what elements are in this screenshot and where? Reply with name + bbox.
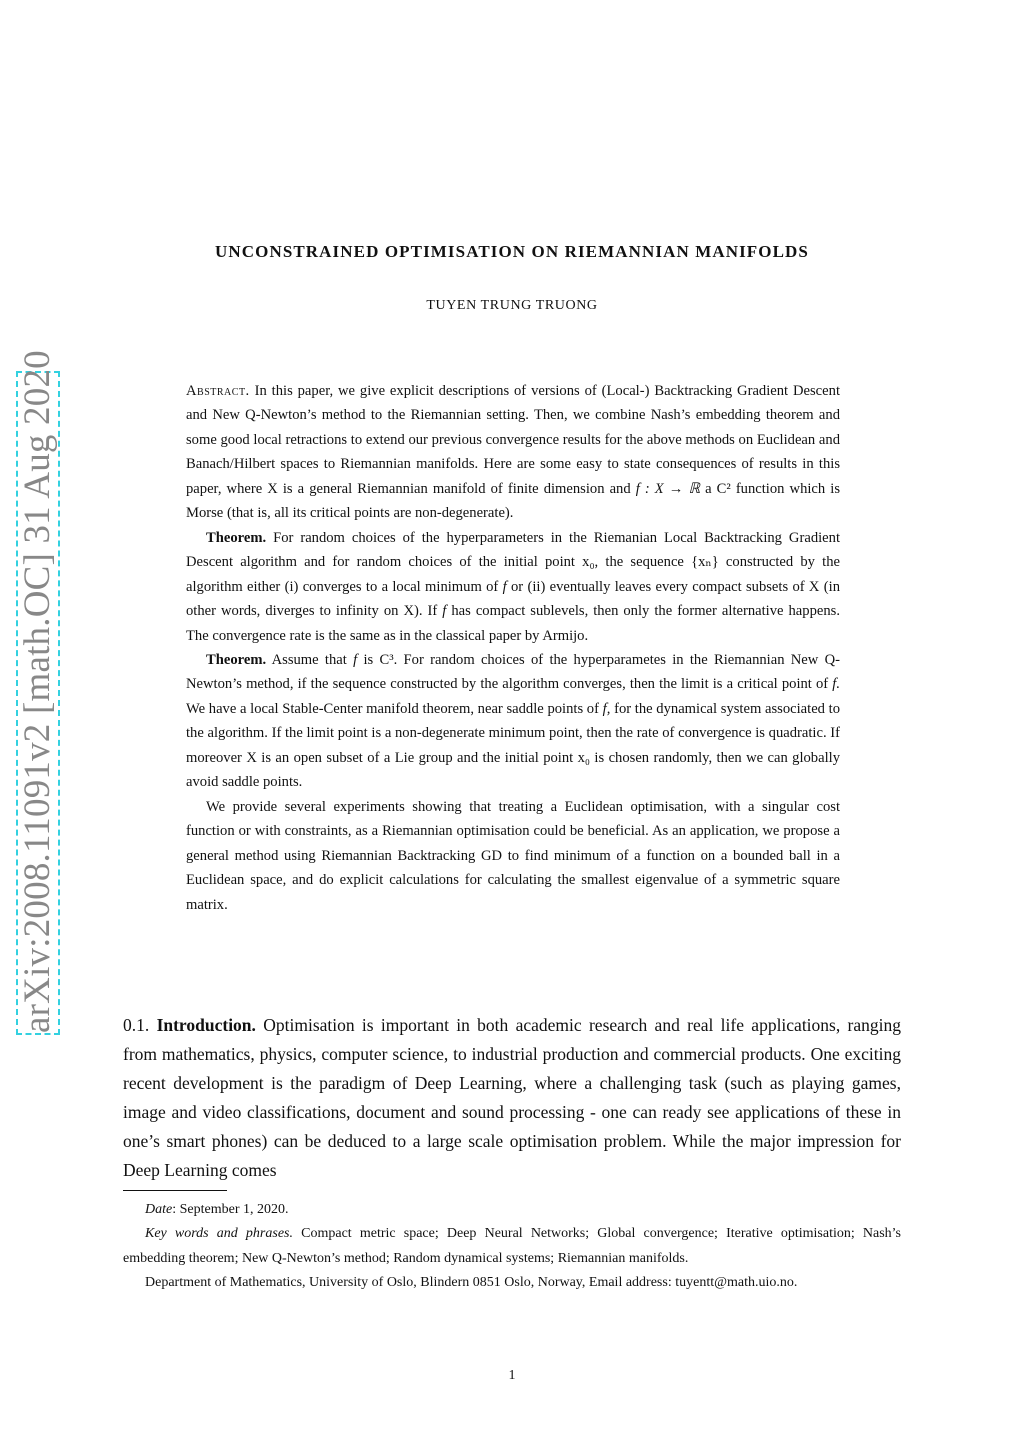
paper-title: UNCONSTRAINED OPTIMISATION ON RIEMANNIAN MANIFOLDS xyxy=(214,242,809,261)
theorem-1 xyxy=(186,526,840,648)
keywords-text: Compact metric space; Deep Neural Networks; Global convergence; Iterative optimisation; Nash’s embedding theorem; New Q-Newton’s method; Random dynamical systems; Riemannian manifolds. xyxy=(123,1226,902,1266)
math-inline: f xyxy=(353,651,358,668)
footnote-rule xyxy=(123,1190,227,1191)
author-name: TUYEN TRUNG TRUONG xyxy=(426,298,598,313)
theorem-text: We have a local Stable-Center manifold theorem, near saddle points of xyxy=(186,700,599,717)
date-footnote xyxy=(123,1198,901,1222)
abstract-label: Abstract. xyxy=(186,383,250,399)
theorem-text: has compact sublevels, then only the former alternative happens. The convergence rate is the same as in the classical paper by Armijo. xyxy=(186,603,840,644)
theorem-text: Assume that xyxy=(271,651,347,668)
abstract-paragraph-1 xyxy=(186,379,840,526)
math-inline: f. xyxy=(832,676,840,693)
section-number: 0.1. xyxy=(123,1015,150,1035)
introduction-section xyxy=(123,1011,901,1186)
theorem-label: Theorem. xyxy=(206,651,267,668)
arxiv-stamp: arXiv:2008.11091v2 [math.OC] 31 Aug 2020 xyxy=(17,350,58,1033)
math-inline: f : X → ℝ xyxy=(635,480,701,497)
theorem-2 xyxy=(186,648,840,795)
keywords-label: Key words and phrases. xyxy=(145,1226,293,1242)
math-inline: f xyxy=(502,578,507,595)
date-label: Date xyxy=(145,1202,173,1217)
theorem-text: or (ii) eventually leaves every compact subsets of X (in other words, diverges to infinity on X). If xyxy=(186,578,840,620)
page-number: 1 xyxy=(508,1368,516,1383)
intro-text: Optimisation is important in both academic research and real life applications, ranging from mathematics, physics, computer science, to industrial production and commercial products. One exciting recent development is the paradigm of Deep Learning, where a challenging task (such as playing games, image and video classifications, document and sound processing - one can ready see applications of these in one’s smart phones) can be deduced to a large scale optimisation problem. While the major impression for Deep Learning comes xyxy=(123,1015,901,1181)
abstract-paragraph-4: We provide several experiments showing that treating a Euclidean optimisation, with a singular cost function or with constraints, as a Riemannian optimisation could be beneficial. As an application, we propose a general method using Riemannian Backtracking GD to find minimum of a function on a bounded ball in a Euclidean space, and do explicit calculations for calculating the smallest eigenvalue of a symmetric square matrix. xyxy=(186,798,840,913)
math-inline: f, xyxy=(602,700,611,717)
abstract-text: a C² function which is Morse (that is, all its critical points are non-degenerate). xyxy=(186,480,841,522)
theorem-text: For random choices of the hyperparameters in the Riemanian Local Backtracking Gradient Descent algorithm and for random choices of the initial point x₀, the sequence {xₙ} constructed by the algorithm either (i) converges to a local minimum of xyxy=(186,529,840,595)
keywords-footnote xyxy=(123,1222,901,1271)
section-heading: Introduction. xyxy=(156,1015,256,1035)
footnotes xyxy=(123,1198,901,1295)
abstract xyxy=(186,379,840,917)
theorem-text: is C³. For random choices of the hyperparametes in the Riemannian New Q-Newton’s method, if the sequence constructed by the algorithm converges, then the limit is a critical point of xyxy=(186,651,841,693)
affiliation-footnote: Department of Mathematics, University of Oslo, Blindern 0851 Oslo, Norway, Email address: tuyentt@math.uio.no. xyxy=(145,1274,798,1290)
theorem-label: Theorem. xyxy=(206,529,267,546)
math-inline: f xyxy=(442,603,447,620)
theorem-text: for the dynamical system associated to the algorithm. If the limit point is a non-degenerate minimum point, then the rate of convergence is quadratic. If moreover X is an open subset of a Lie group and the initial point x₀ is chosen randomly, then we can globally avoid saddle points. xyxy=(186,700,841,791)
abstract-text: In this paper, we give explicit descriptions of versions of (Local-) Backtracking Gradient Descent and New Q-Newton’s method to the Riemannian setting. Then, we combine Nash’s embedding theorem and some good local retractions to extend our previous convergence results for the above methods on Euclidean and Banach/Hilbert spaces to Riemannian manifolds. Here are some easy to state consequences of results in this paper, where X is a general Riemannian manifold of finite dimension and xyxy=(186,383,840,497)
intro-paragraph xyxy=(123,1011,901,1186)
date-value: : September 1, 2020. xyxy=(172,1202,289,1217)
